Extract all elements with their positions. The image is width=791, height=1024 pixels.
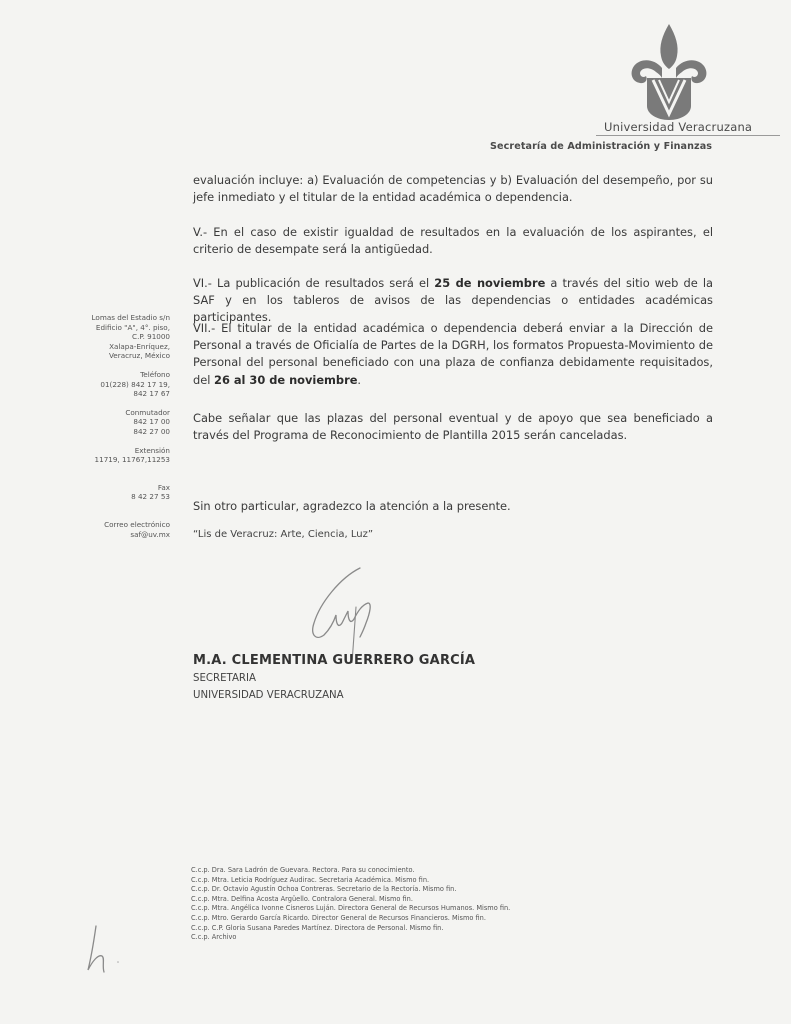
paragraph-line: jefe inmediato y el titular de la entidad académica o dependencia. [193, 190, 573, 205]
text-run: a través del sitio web de la SAF y en los tableros de avisos de las dependencias o entidades académicas participantes. [193, 276, 713, 325]
handwritten-signature-icon [300, 563, 410, 663]
handwritten-initial-icon [80, 922, 140, 982]
telefono-block [60, 370, 170, 399]
department-name: Secretaría de Administración y Finanzas [490, 141, 713, 152]
paragraph-line: evaluación incluye: a) Evaluación de competencias y b) Evaluación del desempeño, por su [193, 173, 713, 187]
signer-institution: UNIVERSIDAD VERACRUZANA [193, 690, 344, 701]
fax-block [60, 483, 170, 502]
text-run: VII.- El titular de la entidad académica o dependencia deberá enviar a la Dirección de Personal a través de Oficialía de Partes de la DGRH, los formatos Propuesta-Movimiento de Personal del personal beneficiado con una plaza de confianza debidamente requisitados, del [193, 321, 713, 387]
motto: “Lis de Veracruz: Arte, Ciencia, Luz” [193, 529, 374, 540]
cc-item: C.c.p. Mtra. Delfina Acosta Argüello. Contralora General. Mismo fin. [191, 894, 413, 903]
email-label: Correo electrónico [104, 519, 170, 529]
contact-sidebar [60, 313, 170, 548]
email-value: saf@uv.mx [130, 529, 170, 539]
address-line: Veracruz, México [108, 351, 170, 361]
conmutador-block [60, 408, 170, 437]
cc-item: C.c.p. C.P. Gloria Susana Paredes Martínez. Directora de Personal. Mismo fin. [191, 923, 444, 932]
signer-name: M.A. CLEMENTINA GUERRERO GARCÍA [193, 653, 476, 668]
university-name: Universidad Veracruzana [604, 120, 753, 134]
paragraph-vi-results [193, 275, 713, 327]
conmutador-value: 842 27 00 [133, 426, 170, 436]
signer-title: SECRETARIA [193, 673, 256, 684]
fax-value: 8 42 27 53 [131, 492, 170, 502]
address-line: Lomas del Estadio s/n [91, 313, 170, 322]
header-divider [596, 135, 780, 136]
address-line: Edificio "A", 4°. piso, [95, 322, 170, 332]
telefono-value: 01(228) 842 17 19, [100, 379, 170, 389]
cc-item: C.c.p. Mtra. Leticia Rodríguez Audirac. Secretaria Académica. Mismo fin. [191, 875, 430, 884]
cc-item: C.c.p. Dr. Octavio Agustín Ochoa Contreras. Secretario de la Rectoría. Mismo fin. [191, 885, 457, 894]
extension-value: 11719, 11767,11253 [94, 455, 170, 465]
address-line: Xalapa-Enríquez, [109, 341, 170, 351]
cc-item: C.c.p. Mtro. Gerardo García Ricardo. Director General de Recursos Financieros. Mismo fin. [191, 913, 486, 922]
address-line: C.P. 91000 [132, 332, 170, 342]
fax-label: Fax [157, 482, 170, 492]
closing-line: Sin otro particular, agradezco la atención a la presente. [193, 499, 511, 513]
cc-item: C.c.p. Archivo [191, 933, 237, 942]
paragraph-vii-forms [193, 320, 713, 389]
paragraph-v-tiebreak: V.- En el caso de existir igualdad de resultados en la evaluación de los aspirantes, el criterio de desempate será la antigüedad. [193, 225, 713, 257]
conmutador-value: 842 17 00 [133, 417, 170, 427]
cc-item: C.c.p. Dra. Sara Ladrón de Guevara. Rectora. Para su conocimiento. [191, 866, 415, 874]
text-run: . [357, 372, 362, 387]
paragraph-cancellation: Cabe señalar que las plazas del personal eventual y de apoyo que sea beneficiado a través del Programa de Reconocimiento de Plantilla 2015 serán canceladas. [193, 411, 713, 443]
conmutador-label: Conmutador [125, 407, 170, 417]
cc-list [191, 866, 510, 943]
cc-item: C.c.p. Mtra. Angélica Ivonne Cisneros Luján. Directora General de Recursos Humanos. Mismo fin. [191, 904, 511, 913]
date-highlight: 26 al 30 de noviembre [214, 372, 358, 387]
telefono-label: Teléfono [140, 369, 170, 379]
extension-label: Extensión [134, 445, 170, 455]
email-block [60, 520, 170, 539]
extension-block [60, 446, 170, 465]
date-highlight: 25 de noviembre [434, 276, 546, 290]
address-block [60, 313, 170, 361]
text-run: VI.- La publicación de resultados será el [193, 276, 435, 290]
telefono-value: 842 17 67 [133, 389, 170, 399]
paragraph-evaluation [193, 172, 713, 206]
university-logo-icon [628, 22, 710, 122]
